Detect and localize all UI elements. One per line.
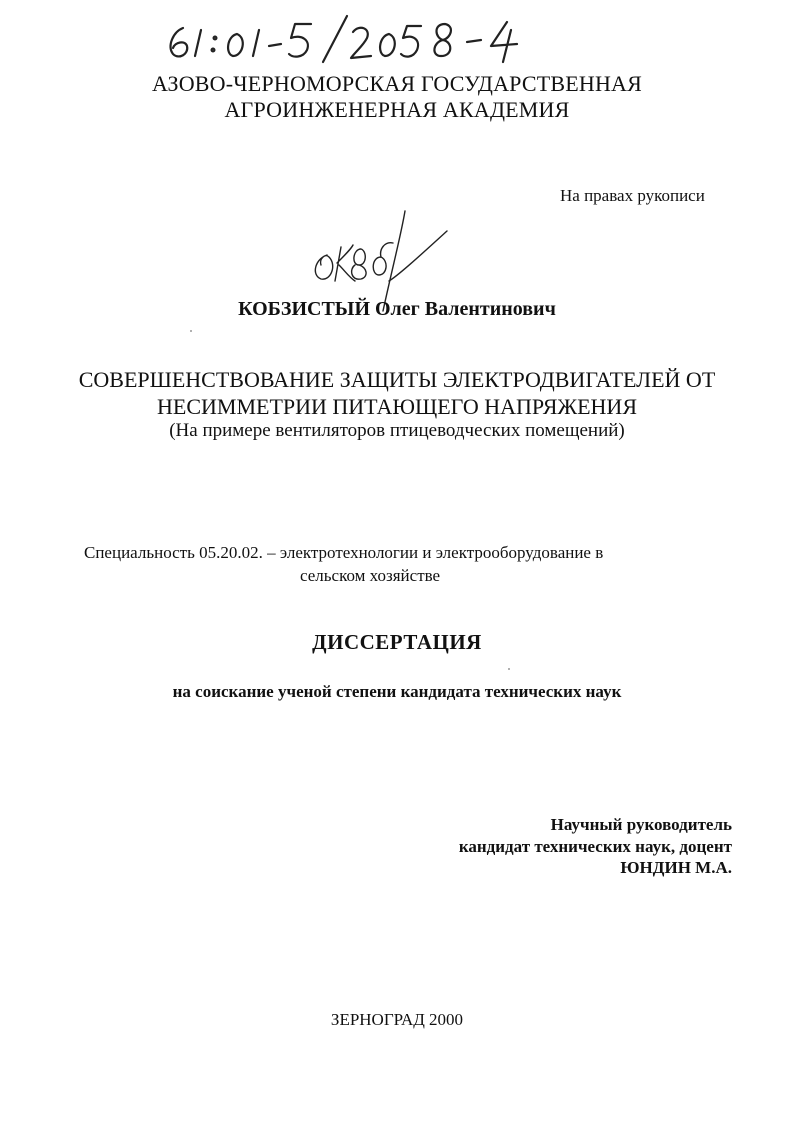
specialty-line-1: Специальность 05.20.02. – электротехнологии и электрооборудование в: [84, 543, 604, 562]
institution-line-2: АГРОИНЖЕНЕРНАЯ АКАДЕМИЯ: [224, 97, 570, 122]
scan-speck: [508, 668, 510, 670]
archive-code-handwritten: [155, 10, 555, 65]
title-subtitle: (На примере вентиляторов птицеводческих помещений): [169, 420, 625, 441]
scan-speck: [190, 330, 192, 332]
supervisor-role: Научный руководитель: [550, 815, 732, 834]
title-line-2: НЕСИММЕТРИИ ПИТАЮЩЕГО НАПРЯЖЕНИЯ: [157, 394, 637, 419]
rights-note: На правах рукописи: [560, 186, 705, 205]
document-type: ДИССЕРТАЦИЯ: [312, 630, 482, 654]
specialty-line-2: сельском хозяйстве: [300, 566, 441, 585]
city-year: ЗЕРНОГРАД 2000: [330, 1010, 464, 1029]
author-name: КОБЗИСТЫЙ Олег Валентинович: [238, 298, 556, 320]
supervisor-rank: кандидат технических наук, доцент: [458, 837, 732, 856]
degree-line: на соискание ученой степени кандидата технических наук: [172, 682, 622, 701]
institution-line-1: АЗОВО-ЧЕРНОМОРСКАЯ ГОСУДАРСТВЕННАЯ: [151, 71, 643, 96]
supervisor-name: ЮНДИН М.А.: [620, 858, 732, 877]
archive-code-strokes: [155, 10, 555, 65]
title-line-1: СОВЕРШЕНСТВОВАНИЕ ЗАЩИТЫ ЭЛЕКТРОДВИГАТЕЛЕЙ ОТ: [78, 367, 716, 392]
